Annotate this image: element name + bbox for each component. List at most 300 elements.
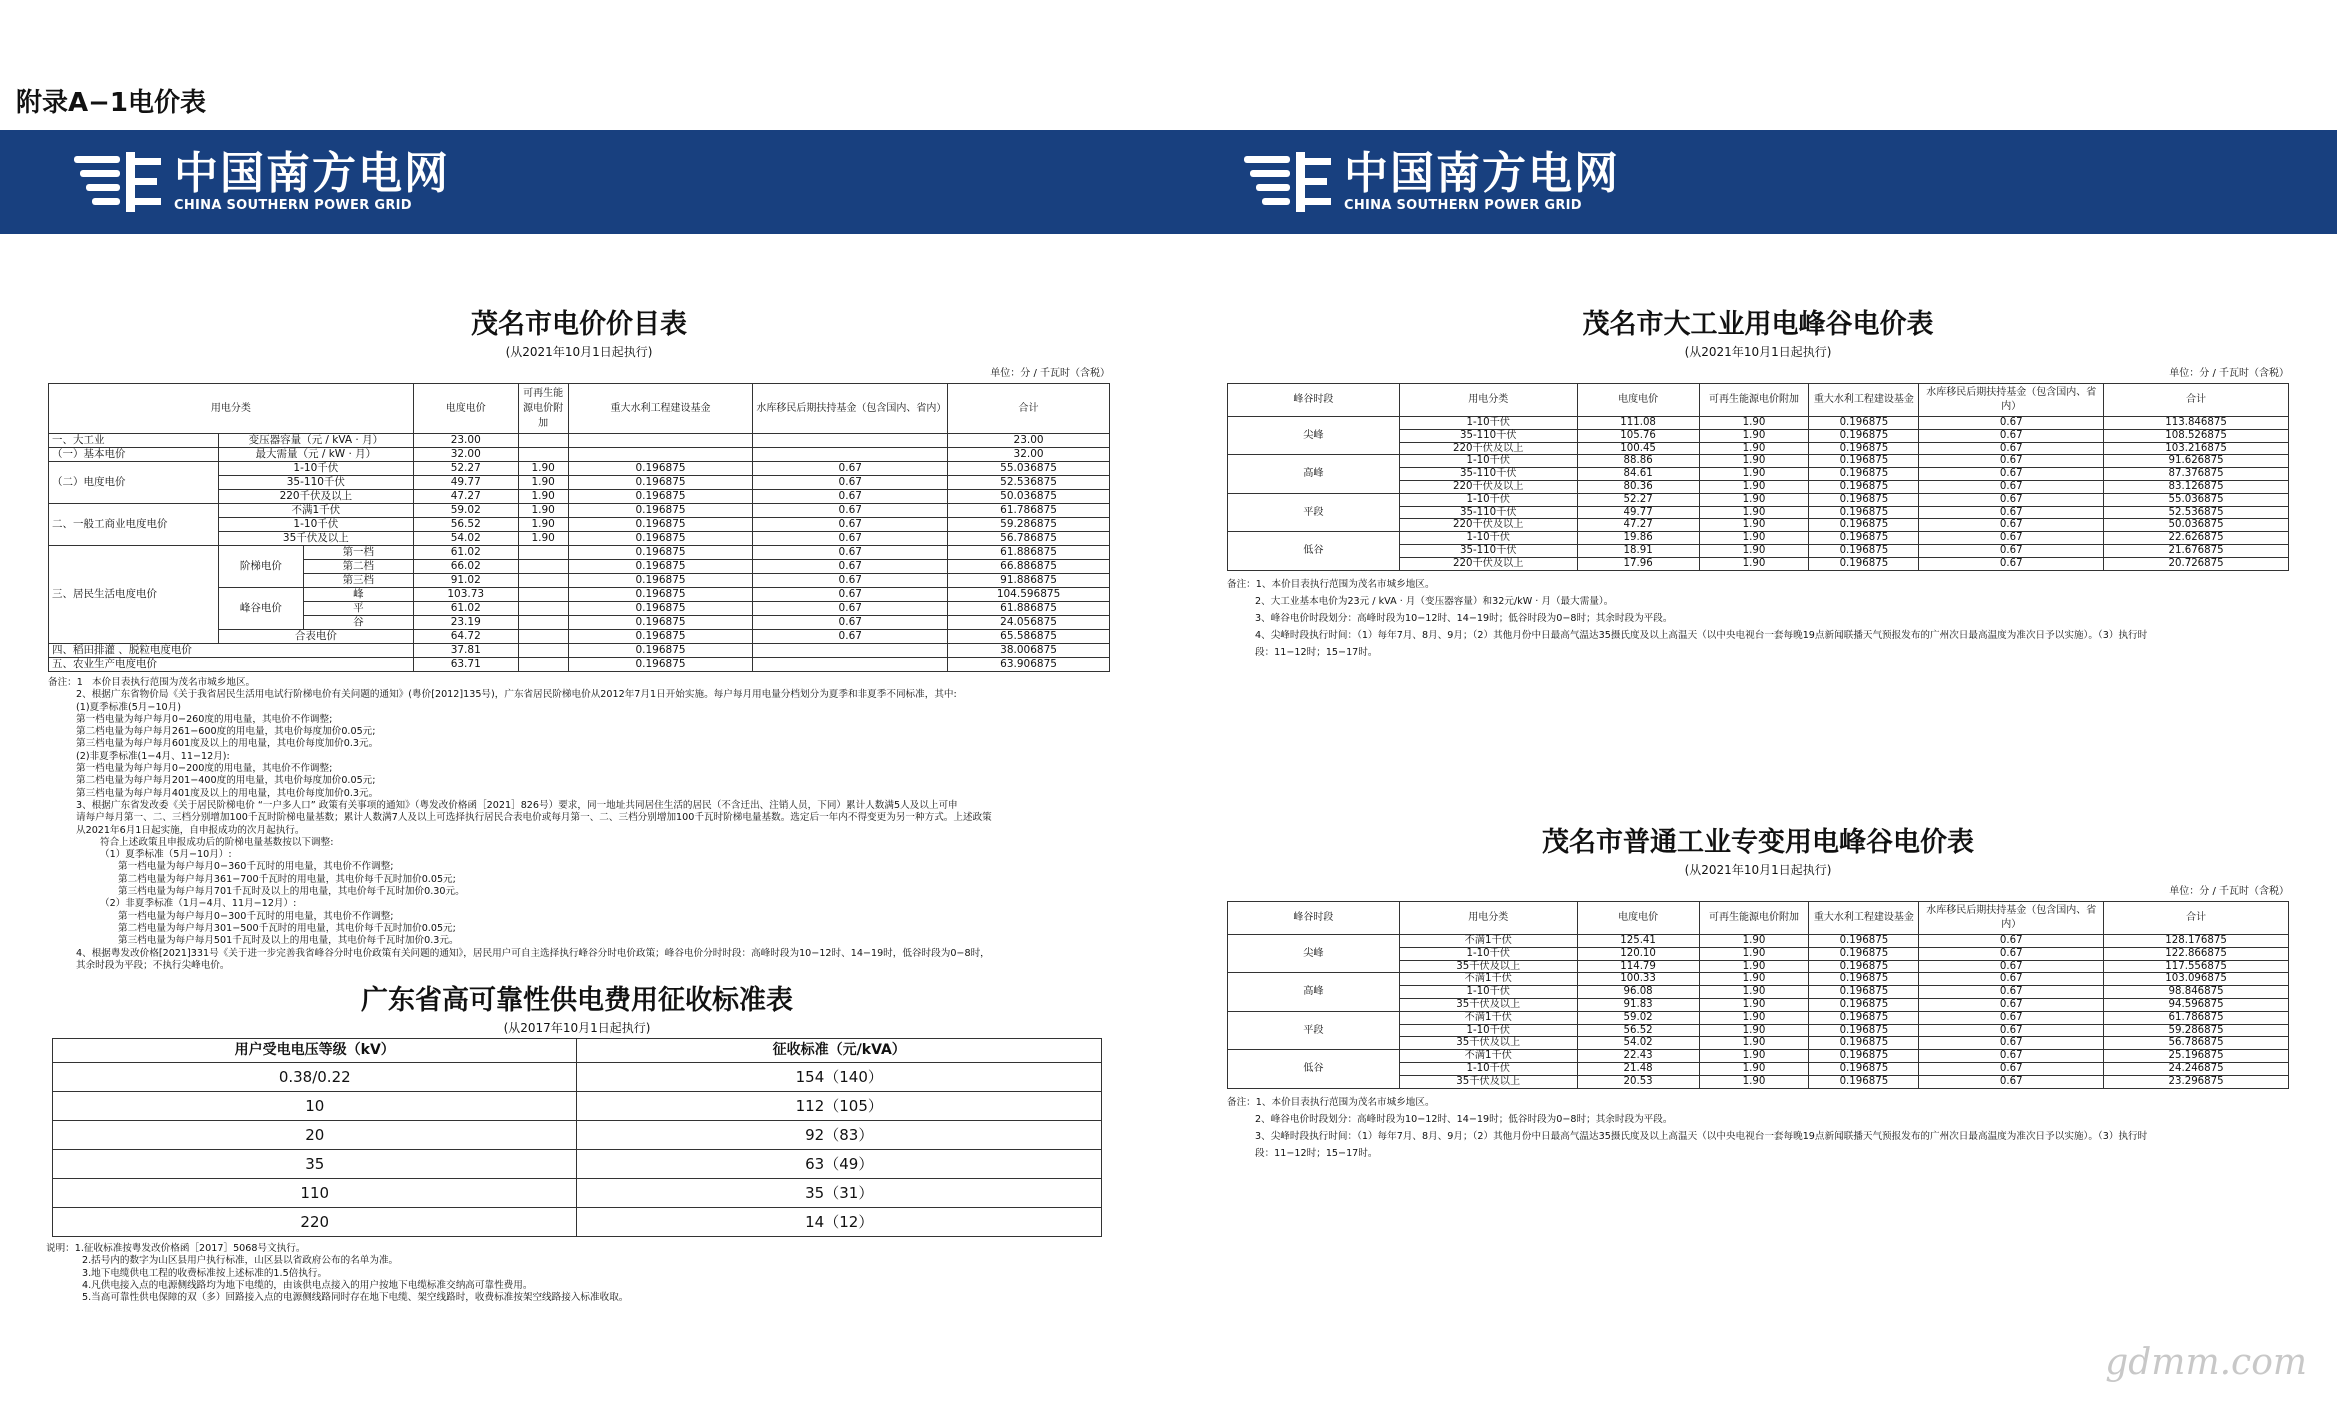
table-cell: 0.196875 [1809,1075,1919,1088]
note-line: 符合上述政策且申报成功后的阶梯电量基数按以下调整: [100,836,334,848]
row-category: 二、一般工商业电度电价 [49,504,219,546]
table-cell: 0.67 [1919,442,2104,455]
table-cell: 88.86 [1577,455,1699,468]
large-industry-tou-section [1227,302,2289,661]
table-cell: 0.196875 [1809,960,1919,973]
reliability-fee-table [52,1038,1102,1237]
note-line: 第三档电量为每户每月701千瓦时及以上的用电量，其电价每千瓦时加价0.30元。 [118,886,465,898]
table-cell: 54.02 [413,532,518,546]
table-notes [46,1243,1102,1304]
column-header: 合计 [2104,902,2289,935]
column-header: 电度电价 [1577,902,1699,935]
table-cell: 50.036875 [2104,519,2289,532]
row-subcategory: 220千伏及以上 [1399,442,1577,455]
table-cell: 52.536875 [948,476,1110,490]
table-cell: 22.43 [1577,1050,1699,1063]
table-subtitle: (从2021年10月1日起执行) [1684,345,1832,359]
table-cell: 103.216875 [2104,442,2289,455]
row-subcategory: 不满1千伏 [1399,935,1577,948]
table-cell: 55.036875 [2104,493,2289,506]
table-cell: 0.196875 [568,490,753,504]
row-subcategory: 35千伏及以上 [1399,998,1577,1011]
table-cell: 1.90 [1699,544,1809,557]
table-cell: 61.786875 [948,504,1110,518]
table-cell: 1.90 [1699,998,1809,1011]
table-cell: 0.196875 [1809,506,1919,519]
table-cell: 111.08 [1577,417,1699,430]
note-line: (1)夏季标准(5月−10月) [76,701,181,713]
note-line: 2、大工业基本电价为23元 / kVA · 月（变压器容量）和32元/kW · 月（最大需量）。 [1255,595,1614,607]
table-cell: 1.90 [1699,442,1809,455]
note-line: 5.当高可靠性供电保障的双（多）回路接入点的电源侧线路同时存在地下电缆、架空线路时，收费标准按架空线路接入标准收取。 [82,1292,629,1304]
table-cell: 0.196875 [568,616,753,630]
table-cell: 20 [53,1121,577,1150]
note-line: 第一档电量为每户每月0−200度的用电量，其电价不作调整; [76,763,333,775]
table-cell: 66.886875 [948,560,1110,574]
table-cell: 0.196875 [568,658,753,672]
table-cell: 0.67 [753,504,948,518]
table-cell: 100.33 [1577,973,1699,986]
table-cell: 61.786875 [2104,1011,2289,1024]
maoming-price-table-section [48,302,1110,972]
large-industry-tou-table [1227,383,2289,571]
table-cell: 0.196875 [568,644,753,658]
table-cell: 23.296875 [2104,1075,2289,1088]
column-header: 用电分类 [49,384,414,434]
unit-label: 单位：分 / 千瓦时（含税） [990,368,1110,379]
row-subcategory: 35千伏及以上 [1399,960,1577,973]
table-title: 茂名市普通工业专变用电峰谷电价表 [1542,827,1974,858]
table-cell: 0.67 [1919,973,2104,986]
note-line: 第一档电量为每户每月0−360千瓦时的用电量，其电价不作调整; [118,861,394,873]
table-cell: 0.196875 [568,476,753,490]
table-cell: 0.67 [753,630,948,644]
table-cell: 10 [53,1092,577,1121]
note-line: 第三档电量为每户每月401度及以上的用电量，其电价每度加价0.3元。 [76,787,379,799]
table-cell: 125.41 [1577,935,1699,948]
table-cell: 0.67 [1919,506,2104,519]
table-cell: 0.67 [1919,468,2104,481]
note-line: （1）夏季标准（5月−10月）: [100,849,232,861]
note-line: 4.凡供电接入点的电源侧线路均为地下电缆的，由该供电点接入的用户按地下电缆标准交纳高可靠性费用。 [82,1279,533,1291]
table-cell: 1.90 [1699,960,1809,973]
table-cell: 0.67 [753,616,948,630]
column-header: 电度电价 [1577,384,1699,417]
table-cell: 47.27 [1577,519,1699,532]
table-cell: 59.02 [413,504,518,518]
table-cell: 1.90 [1699,532,1809,545]
note-line: 2、根据广东省物价局《关于我省居民生活用电试行阶梯电价有关问题的通知》(粤价[2012]135号)，广东省居民阶梯电价从2012年7月1日开始实施。每户每月用电量分档划分为夏季和非夏季不同标准，其中: [76,689,957,701]
table-cell: 0.196875 [568,518,753,532]
column-header: 峰谷时段 [1228,902,1400,935]
table-cell: 0.196875 [568,574,753,588]
table-cell: 1.90 [518,518,568,532]
row-subcategory: 1-10千伏 [218,462,413,476]
table-cell: 0.67 [1919,557,2104,570]
table-cell: 0.196875 [1809,519,1919,532]
table-cell: 63.71 [413,658,518,672]
table-cell: 103.73 [413,588,518,602]
table-cell: 92（83） [577,1121,1102,1150]
row-subcategory: 不满1千伏 [218,504,413,518]
table-cell: 20.726875 [2104,557,2289,570]
table-cell: 0.67 [1919,1037,2104,1050]
row-subcategory: 变压器容量（元 / kVA · 月） [218,434,413,448]
table-cell: 0.67 [1919,519,2104,532]
table-cell [753,434,948,448]
table-cell: 0.67 [753,490,948,504]
period-label: 平段 [1228,493,1400,531]
table-cell: 94.596875 [2104,998,2289,1011]
note-line: 第一档电量为每户每月0−260度的用电量，其电价不作调整; [76,713,333,725]
table-cell: 1.90 [1699,1037,1809,1050]
table-cell: 23.00 [413,434,518,448]
table-cell: 1.90 [518,462,568,476]
table-cell: 1.90 [1699,986,1809,999]
unit-label: 单位：分 / 千瓦时（含税） [2169,886,2289,897]
row-subcategory: 35-110千伏 [1399,506,1577,519]
table-cell: 56.52 [413,518,518,532]
table-cell: 91.886875 [948,574,1110,588]
table-row [53,1208,1102,1237]
table-cell: 0.67 [753,532,948,546]
table-cell: 0.196875 [1809,935,1919,948]
table-cell: 56.786875 [948,532,1110,546]
table-cell: 0.67 [1919,1062,2104,1075]
note-line: 备注：1、本价目表执行范围为茂名市城乡地区。 [1227,1096,1435,1108]
table-cell: 49.77 [1577,506,1699,519]
table-cell: 18.91 [1577,544,1699,557]
table-cell: 112（105） [577,1092,1102,1121]
table-cell [568,434,753,448]
row-category: 五、农业生产电度电价 [49,658,414,672]
table-row [53,1121,1102,1150]
period-label: 低谷 [1228,532,1400,570]
table-cell: 0.67 [1919,1075,2104,1088]
row-subcategory: 阶梯电价 [218,546,303,588]
table-cell: 80.36 [1577,480,1699,493]
table-cell: 0.196875 [1809,417,1919,430]
table-cell: 91.626875 [2104,455,2289,468]
table-cell: 0.196875 [568,630,753,644]
table-cell: 84.61 [1577,468,1699,481]
column-header: 重大水利工程建设基金 [1809,384,1919,417]
table-cell: 49.77 [413,476,518,490]
table-cell: 110 [53,1179,577,1208]
watermark: gdmm.com [2105,1342,2307,1383]
table-title: 茂名市大工业用电峰谷电价表 [1582,309,1934,340]
table-cell [753,658,948,672]
table-cell: 52.27 [413,462,518,476]
column-header: 峰谷时段 [1228,384,1400,417]
column-header: 征收标准（元/kVA） [577,1039,1102,1063]
column-header: 用电分类 [1399,384,1577,417]
table-cell: 0.196875 [1809,986,1919,999]
table-cell: 64.72 [413,630,518,644]
table-cell: 61.02 [413,602,518,616]
table-cell: 1.90 [1699,1011,1809,1024]
table-cell: 91.02 [413,574,518,588]
brand-logo [1244,147,1620,214]
table-cell [518,616,568,630]
row-subcategory: 不满1千伏 [1399,1050,1577,1063]
table-cell: 59.286875 [948,518,1110,532]
table-cell [518,644,568,658]
table-cell: 0.67 [1919,429,2104,442]
table-cell [518,574,568,588]
table-cell: 1.90 [1699,429,1809,442]
table-cell: 32.00 [948,448,1110,462]
table-cell: 0.67 [1919,998,2104,1011]
table-cell: 122.866875 [2104,947,2289,960]
row-category: 一、大工业 [49,434,219,448]
table-cell: 47.27 [413,490,518,504]
table-cell: 59.02 [1577,1011,1699,1024]
row-subcategory: 35-110千伏 [1399,544,1577,557]
row-subcategory: 合表电价 [218,630,413,644]
row-tier: 平 [303,602,413,616]
table-row [49,462,1110,476]
table-subtitle: (从2021年10月1日起执行) [1684,863,1832,877]
brand-name-en: CHINA SOUTHERN POWER GRID [1344,197,1582,213]
csg-logo-icon [1244,150,1332,214]
column-header: 合计 [2104,384,2289,417]
note-line: 4、尖峰时段执行时间：（1）每年7月、8月、9月；（2）其他月份中日最高气温达35摄氏度及以上高温天（以中央电视台一套每晚19点新闻联播天气预报发布的广州次日最高温度为准次日予以实施）。（3）执行时 [1255,629,2148,641]
table-cell: 50.036875 [948,490,1110,504]
table-row [1228,973,2289,986]
brand-name-cn: 中国南方电网 [1344,147,1620,199]
row-category: （二）电度电价 [49,462,219,504]
column-header: 用电分类 [1399,902,1577,935]
note-line: 从2021年6月1日起实施，自申报成功的次月起执行。 [76,824,305,836]
table-notes [1227,576,2289,661]
table-cell: 0.196875 [568,532,753,546]
period-label: 低谷 [1228,1050,1400,1088]
table-row [53,1063,1102,1092]
table-cell: 66.02 [413,560,518,574]
row-subcategory: 1-10千伏 [1399,455,1577,468]
note-line: 第二档电量为每户每月361−700千瓦时的用电量，其电价每千瓦时加价0.05元; [118,873,456,885]
column-header: 用户受电电压等级（kV） [53,1039,577,1063]
table-cell: 0.67 [753,602,948,616]
table-subtitle: (从2021年10月1日起执行) [505,345,653,359]
column-header: 电度电价 [413,384,518,434]
table-cell: 21.48 [1577,1062,1699,1075]
table-cell: 91.83 [1577,998,1699,1011]
table-cell: 0.196875 [1809,480,1919,493]
note-line: 3、峰谷电价时段划分：高峰时段为10−12时、14−19时；低谷时段为0−8时；其余时段为平段。 [1255,612,1673,624]
table-cell: 114.79 [1577,960,1699,973]
table-cell: 0.196875 [1809,998,1919,1011]
table-cell: 0.67 [1919,960,2104,973]
table-cell: 1.90 [1699,1062,1809,1075]
table-cell: 0.196875 [1809,493,1919,506]
row-tier: 峰 [303,588,413,602]
row-tier: 第二档 [303,560,413,574]
table-cell: 32.00 [413,448,518,462]
column-header: 水库移民后期扶持基金（包含国内、省内） [1919,902,2104,935]
table-cell: 128.176875 [2104,935,2289,948]
table-cell: 1.90 [1699,455,1809,468]
table-cell: 120.10 [1577,947,1699,960]
table-cell: 1.90 [1699,519,1809,532]
table-row [1228,455,2289,468]
period-label: 高峰 [1228,455,1400,493]
table-cell: 0.196875 [1809,947,1919,960]
table-cell: 0.196875 [1809,455,1919,468]
table-cell: 1.90 [1699,1024,1809,1037]
table-cell: 37.81 [413,644,518,658]
note-line: （2）非夏季标准（1月−4月、11月−12月）: [100,898,297,910]
table-cell [518,448,568,462]
table-cell: 24.246875 [2104,1062,2289,1075]
table-cell: 100.45 [1577,442,1699,455]
note-line: 第二档电量为每户每月301−500千瓦时的用电量，其电价每千瓦时加价0.05元; [118,922,456,934]
note-line: 3、尖峰时段执行时间：（1）每年7月、8月、9月；（2）其他月份中日最高气温达35摄氏度及以上高温天（以中央电视台一套每晚19点新闻联播天气预报发布的广州次日最高温度为准次日予以实施）。（3）执行时 [1255,1130,2148,1142]
table-cell: 0.196875 [1809,544,1919,557]
note-line: 备注：1 本价目表执行范围为茂名市城乡地区。 [48,677,256,688]
table-cell: 1.90 [1699,506,1809,519]
table-cell: 17.96 [1577,557,1699,570]
table-cell: 104.596875 [948,588,1110,602]
row-subcategory: 不满1千伏 [1399,973,1577,986]
note-line: 备注：1、本价目表执行范围为茂名市城乡地区。 [1227,578,1435,590]
table-cell: 117.556875 [2104,960,2289,973]
table-row [53,1179,1102,1208]
table-subtitle: (从2017年10月1日起执行) [503,1021,651,1035]
row-subcategory: 1-10千伏 [1399,493,1577,506]
note-line: 其余时段为平段；不执行尖峰电价。 [76,959,230,971]
table-cell: 56.786875 [2104,1037,2289,1050]
table-cell: 54.02 [1577,1037,1699,1050]
table-cell [518,588,568,602]
table-cell: 52.536875 [2104,506,2289,519]
row-subcategory: 35-110千伏 [218,476,413,490]
table-cell: 63.906875 [948,658,1110,672]
table-cell: 23.00 [948,434,1110,448]
table-cell: 0.196875 [1809,468,1919,481]
brand-name-en: CHINA SOUTHERN POWER GRID [174,197,412,213]
table-cell: 65.586875 [948,630,1110,644]
table-cell: 0.196875 [568,602,753,616]
table-cell: 22.626875 [2104,532,2289,545]
header-banner-right [1168,130,2337,234]
table-cell: 0.196875 [1809,1050,1919,1063]
note-line: 第二档电量为每户每月261−600度的用电量，其电价每度加价0.05元; [76,726,376,738]
period-label: 高峰 [1228,973,1400,1011]
column-header: 可再生能源电价附加 [518,384,568,434]
table-cell: 38.006875 [948,644,1110,658]
table-cell: 21.676875 [2104,544,2289,557]
note-line: 第二档电量为每户每月201−400度的用电量，其电价每度加价0.05元; [76,775,376,787]
table-cell: 105.76 [1577,429,1699,442]
table-cell: 35 [53,1150,577,1179]
note-line: 段：11−12时；15−17时。 [1255,646,1378,658]
row-subcategory: 峰谷电价 [218,588,303,630]
row-subcategory: 1-10千伏 [218,518,413,532]
note-line: 段：11−12时；15−17时。 [1255,1147,1378,1159]
table-cell: 0.67 [753,462,948,476]
table-cell: 96.08 [1577,986,1699,999]
table-cell [753,448,948,462]
note-line: 请每户每月第一、二、三档分别增加100千瓦时阶梯电量基数；累计人数满7人及以上可选择执行居民合表电价或每月第一、二、三档分别增加100千瓦时阶梯电量基数。选定后一年内不得变更为另一种方式。上述政策 [76,812,992,824]
table-cell: 103.096875 [2104,973,2289,986]
table-cell [518,546,568,560]
table-cell: 1.90 [1699,1050,1809,1063]
table-cell: 0.67 [753,560,948,574]
table-cell: 108.526875 [2104,429,2289,442]
table-cell: 0.67 [1919,1050,2104,1063]
table-title: 茂名市电价价目表 [471,309,687,340]
table-cell: 56.52 [1577,1024,1699,1037]
table-row [1228,935,2289,948]
table-row [53,1150,1102,1179]
column-header: 水库移民后期扶持基金（包含国内、省内） [753,384,948,434]
table-row [1228,532,2289,545]
table-cell: 25.196875 [2104,1050,2289,1063]
table-cell: 61.886875 [948,546,1110,560]
table-row [49,448,1110,462]
table-cell: 1.90 [518,532,568,546]
table-cell: 0.67 [1919,480,2104,493]
row-tier: 谷 [303,616,413,630]
table-cell [518,630,568,644]
table-row [53,1092,1102,1121]
table-cell: 1.90 [1699,417,1809,430]
column-header: 合计 [948,384,1110,434]
table-cell: 0.67 [753,574,948,588]
table-cell: 55.036875 [948,462,1110,476]
row-category: 三、居民生活电度电价 [49,546,219,644]
maoming-price-table [48,383,1110,672]
table-cell: 0.67 [1919,947,2104,960]
row-subcategory: 1-10千伏 [1399,1062,1577,1075]
note-line: 第三档电量为每户每月501千瓦时及以上的用电量，其电价每千瓦时加价0.3元。 [118,935,459,947]
table-cell: 0.196875 [1809,442,1919,455]
table-cell: 1.90 [518,490,568,504]
table-cell: 0.196875 [568,546,753,560]
table-cell: 0.67 [1919,544,2104,557]
row-subcategory: 220千伏及以上 [1399,557,1577,570]
table-cell: 0.67 [1919,935,2104,948]
table-title: 广东省高可靠性供电费用征收标准表 [361,985,793,1016]
row-subcategory: 220千伏及以上 [218,490,413,504]
column-header: 重大水利工程建设基金 [568,384,753,434]
table-row [49,546,1110,560]
row-category: 四、稻田排灌 、脱粒电度电价 [49,644,414,658]
table-cell [518,560,568,574]
table-cell: 0.196875 [1809,429,1919,442]
table-notes [1227,1094,2289,1162]
table-cell [568,448,753,462]
table-cell: 0.67 [753,546,948,560]
table-cell: 0.67 [753,476,948,490]
row-subcategory: 35千伏及以上 [218,532,413,546]
table-cell [518,658,568,672]
column-header: 重大水利工程建设基金 [1809,902,1919,935]
table-cell: 0.196875 [568,462,753,476]
table-cell: 87.376875 [2104,468,2289,481]
table-cell: 24.056875 [948,616,1110,630]
table-cell: 1.90 [1699,557,1809,570]
table-cell [518,434,568,448]
table-cell: 98.846875 [2104,986,2289,999]
row-subcategory: 不满1千伏 [1399,1011,1577,1024]
table-cell [753,644,948,658]
table-cell: 0.67 [1919,455,2104,468]
table-row [1228,493,2289,506]
row-subcategory: 1-10千伏 [1399,986,1577,999]
